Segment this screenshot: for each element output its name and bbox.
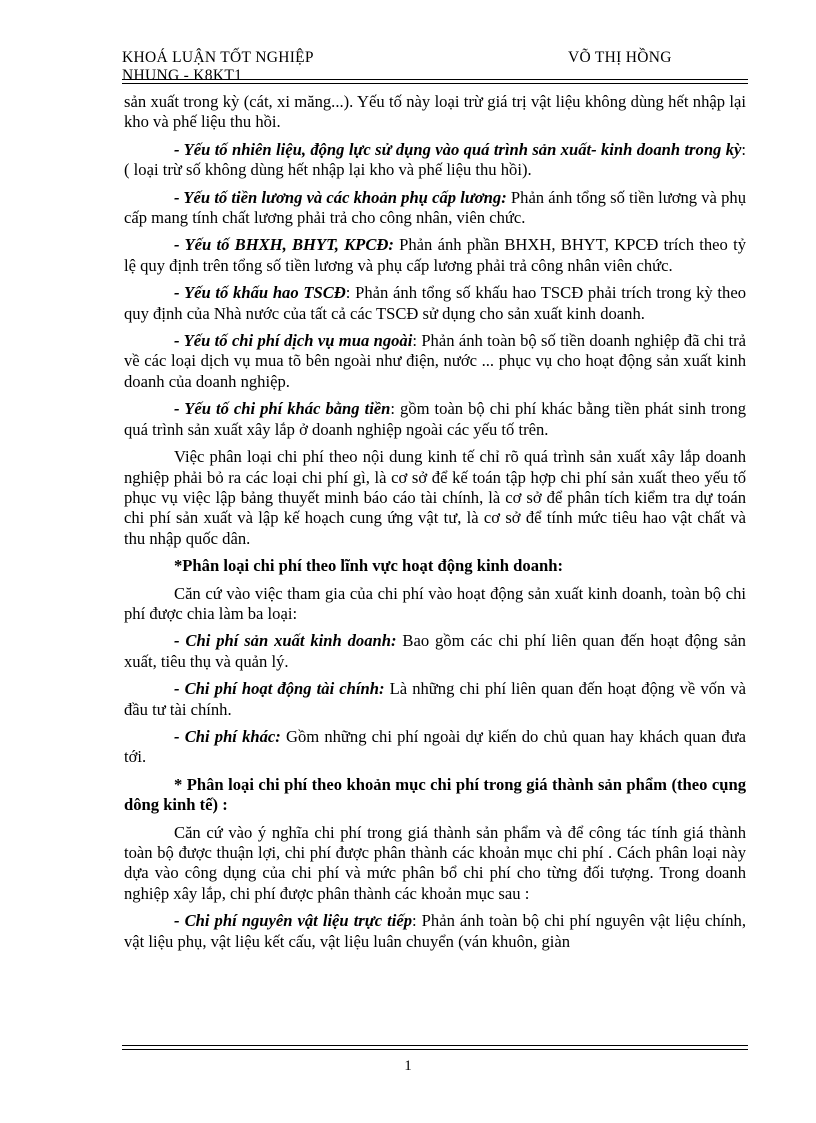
header-author-class: NHUNG - K8KT1	[122, 67, 243, 84]
paragraph	[124, 283, 746, 324]
paragraph	[124, 331, 746, 392]
paragraph-text: Bao gồm các chi phí liên quan đến hoạt động sản xuất, tiêu thụ và quản lý.	[124, 631, 746, 671]
paragraph-lead: - Yếu tố nhiên liệu, động lực sử dụng vào quá trình sản xuất- kinh doanh trong kỳ	[174, 139, 742, 159]
paragraph	[124, 399, 746, 440]
header-author-name: VÕ THỊ HỒNG	[568, 49, 672, 66]
paragraph	[124, 679, 746, 720]
paragraph-text: Căn cứ vào việc tham gia của chi phí vào hoạt động sản xuất kinh doanh, toàn bộ chi phí được chia làm ba loại:	[124, 583, 746, 623]
paragraph-text: Gồm những chi phí ngoài dự kiến do chủ quan hay khách quan đưa tới.	[124, 726, 747, 767]
paragraph-text: sản xuất trong kỳ (cát, xi măng...). Yếu tố này loại trừ giá trị vật liệu không dùng hết nhập lại kho và phế liệu thu hồi.	[124, 92, 746, 132]
paragraph-lead: - Chi phí sản xuất kinh doanh:	[174, 631, 397, 651]
paragraph-text: Việc phân loại chi phí theo nội dung kinh tế chỉ rõ quá trình sản xuất xây lắp doanh nghiệp phải bỏ ra các loại chi phí gì, là cơ sở để kế toán tập hợp chi phí sản xuất theo yếu tố phục vụ việc lập bảng thuyết minh báo cáo tài chính, là cơ sở để phân tích kiểm tra dự toán chi phí sản xuất và lập kế hoạch cung ứng vật tư, là cơ sở để tính mức tiêu hao vật chất và thu nhập quốc dân.	[124, 447, 746, 548]
paragraph-text: : Phản ánh toàn bộ số tiền doanh nghiệp đã chi trả về các loại dịch vụ mua tõ bên ngoài như điện, nước ... phục vụ cho hoạt động sản xuất kinh doanh của doanh nghiệp.	[124, 331, 746, 391]
paragraph-text: : ( loại trừ số không dùng hết nhập lại kho và phế liệu thu hồi).	[124, 139, 746, 180]
page-number: 1	[404, 1058, 412, 1074]
paragraph	[124, 140, 746, 181]
paragraph	[124, 92, 746, 133]
paragraph-text: : Phản ánh toàn bộ chi phí nguyên vật liệu chính, vật liệu phụ, vật liệu kết cấu, vật liệu luân chuyển (ván khuôn, giàn	[124, 911, 746, 951]
paragraph-text: : Phản ánh tổng số khấu hao TSCĐ phải trích trong kỳ theo quy định của Nhà nước của tất cả các TSCĐ sử dụng cho sản xuất kinh doanh.	[124, 283, 746, 323]
paragraph-lead: - Yếu tố tiền lương và các khoản phụ cấp lương:	[174, 187, 507, 207]
paragraph	[124, 911, 746, 952]
section-heading: *Phân loại chi phí theo lĩnh vực hoạt động kinh doanh:	[174, 556, 563, 576]
paragraph-lead: - Chi phí hoạt động tài chính:	[174, 679, 385, 699]
header-thesis-title: KHOÁ LUẬN TỐT NGHIỆP	[122, 49, 314, 66]
paragraph-lead: - Yếu tố BHXH, BHYT, KPCĐ:	[174, 235, 394, 255]
header-rule	[122, 79, 748, 84]
paragraph-text: Là những chi phí liên quan đến hoạt động về vốn và đầu tư tài chính.	[124, 679, 747, 719]
paragraph-lead: - Chi phí nguyên vật liệu trực tiếp	[174, 911, 413, 931]
paragraph-text: Phản ánh phần BHXH, BHYT, KPCĐ trích theo tỷ lệ quy định trên tổng số tiền lương và phụ cấp lương phải trả công nhân viên chức.	[124, 235, 747, 275]
paragraph-lead: - Chi phí khác:	[174, 726, 281, 746]
section-heading: * Phân loại chi phí theo khoản mục chi phí trong giá thành sản phẩm (theo cụng dông kinh tế) :	[124, 774, 746, 815]
footer-rule	[122, 1045, 748, 1050]
paragraph-text: Căn cứ vào ý nghĩa chi phí trong giá thành sản phẩm và để công tác tính giá thành toàn bộ được thuận lợi, chi phí được phân thành các khoản mục chi phí . Cách phân loại này dựa vào công dụng của chi phí và mức phân bổ chi phí cho từng đối tượng. Trong doanh nghiệp xây lắp, chi phí được phân thành các khoản mục sau :	[124, 822, 746, 903]
paragraph-lead: - Yếu tố chi phí dịch vụ mua ngoài	[174, 331, 413, 351]
paragraph	[124, 823, 746, 905]
paragraph	[124, 584, 746, 625]
paragraph-lead: - Yếu tố khấu hao TSCĐ	[174, 283, 346, 303]
paragraph-text: : gồm toàn bộ chi phí khác bằng tiền phát sinh trong quá trình sản xuất xây lắp ở doanh nghiệp ngoài các yếu tố trên.	[124, 399, 746, 439]
paragraph	[124, 235, 746, 276]
paragraph-lead: - Yếu tố chi phí khác bằng tiền	[174, 399, 391, 419]
paragraph	[124, 727, 746, 768]
paragraph	[124, 447, 746, 549]
paragraph	[124, 631, 746, 672]
paragraph	[124, 188, 746, 229]
paragraph-text: Phản ánh tổng số tiền lương và phụ cấp mang tính chất lương phải trả cho công nhân, viên chức.	[124, 187, 746, 228]
document-body	[124, 92, 746, 959]
